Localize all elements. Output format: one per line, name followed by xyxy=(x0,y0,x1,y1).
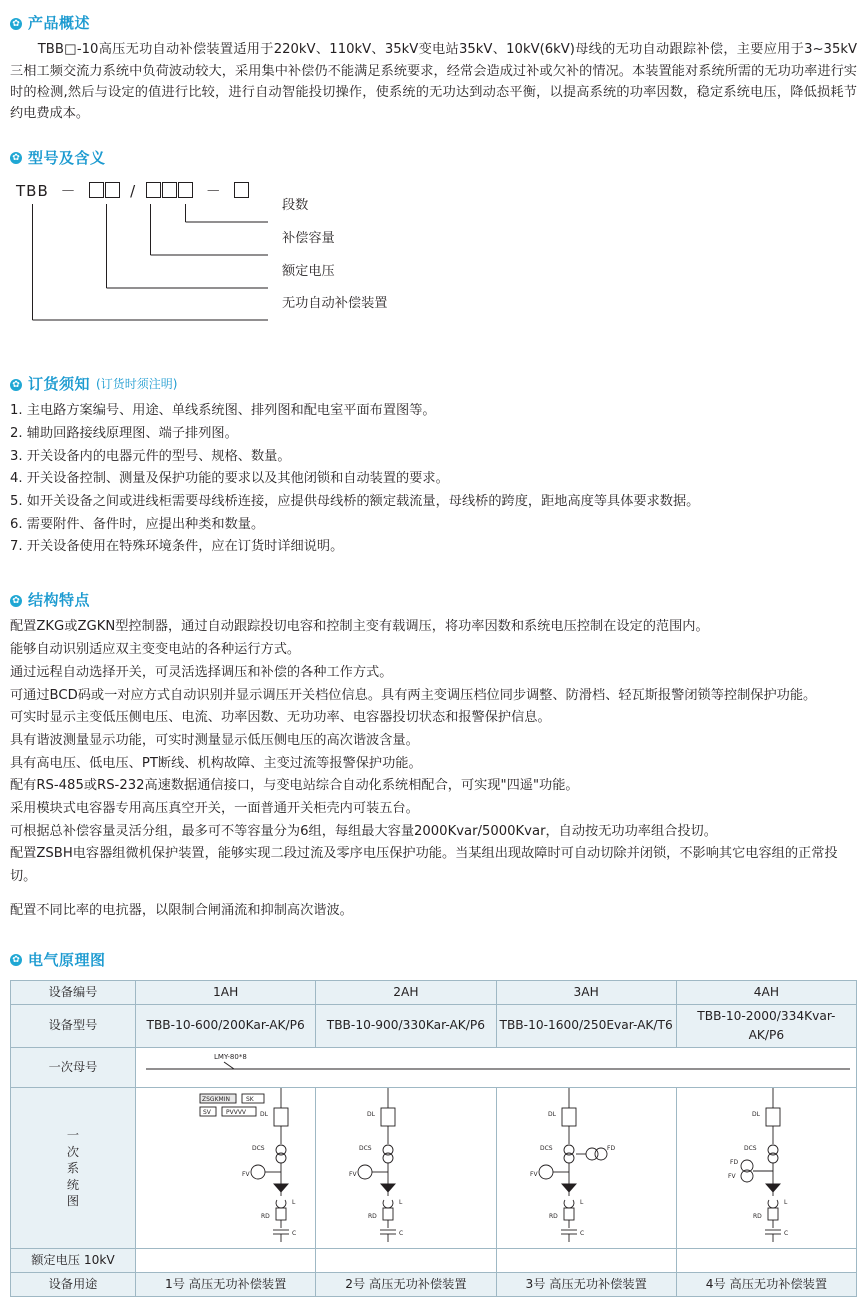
busbar-diagram-cell xyxy=(136,1047,857,1088)
sysdiag-char-3: 统 xyxy=(66,1177,80,1192)
section-header-overview xyxy=(10,12,857,35)
list-item: 4. 开关设备控制、测量及保护功能的要求以及其他闭锁和自动装置的要求。 xyxy=(10,471,449,487)
cell-usage-4: 4号 高压无功补偿装置 xyxy=(676,1273,856,1297)
model-code-slash: / xyxy=(130,182,137,200)
cell-device-model-4: TBB-10-2000/334Kvar-AK/P6 xyxy=(676,1004,856,1047)
section-title-model: 型号及含义 xyxy=(28,148,106,167)
svg-text:DL: DL xyxy=(547,1111,556,1119)
feature-item: 采用模块式电容器专用高压真空开关，一面普通开关柜壳内可装五台。 xyxy=(10,801,419,817)
list-item: 6. 需要附件、备件时，应提出种类和数量。 xyxy=(10,516,265,532)
list-item: 1. 主电路方案编号、用途、单线系统图、排列图和配电室平面布置图等。 xyxy=(10,403,436,419)
diagram-cell-3 xyxy=(496,1088,676,1249)
svg-text:FD: FD xyxy=(729,1159,738,1167)
svg-text:DCS: DCS xyxy=(359,1145,372,1153)
svg-text:FV: FV xyxy=(349,1171,357,1179)
structure-feature-list xyxy=(10,616,857,922)
model-designation-diagram xyxy=(10,180,857,355)
diagram-cell-1 xyxy=(136,1088,316,1249)
svg-text:RD: RD xyxy=(752,1213,762,1221)
feature-item: 具有高电压、低电压、PT断线、机构故障、主变过流等报警保护功能。 xyxy=(10,755,422,771)
cell-device-no-2: 2AH xyxy=(316,980,496,1004)
section-header-model xyxy=(10,147,857,170)
svg-text:FV: FV xyxy=(727,1173,736,1181)
svg-text:DL: DL xyxy=(260,1111,268,1119)
section-header-order xyxy=(10,373,857,396)
feature-item: 可实时显示主变低压侧电压、电流、功率因数、无功功率、电容器投切状态和报警保护信息。 xyxy=(10,710,551,726)
single-line-diagram-2 xyxy=(316,1088,496,1248)
busbar-line xyxy=(136,1048,860,1082)
sysdiag-char-2: 系 xyxy=(66,1161,80,1176)
svg-text:RD: RD xyxy=(548,1213,558,1221)
svg-text:FV: FV xyxy=(242,1171,250,1179)
svg-text:DL: DL xyxy=(751,1111,760,1119)
table-row-device-no xyxy=(11,980,857,1004)
list-item: 7. 开关设备使用在特殊环境条件，应在订货时详细说明。 xyxy=(10,539,344,555)
table-row-device-model xyxy=(11,1004,857,1047)
svg-text:C: C xyxy=(292,1230,297,1238)
diagram-cell-2 xyxy=(316,1088,496,1249)
table-row-usage xyxy=(11,1273,857,1297)
section-title-structure: 结构特点 xyxy=(28,591,91,610)
sysdiag-char-4: 图 xyxy=(66,1194,80,1209)
svg-text:DCS: DCS xyxy=(252,1145,265,1153)
svg-text:L: L xyxy=(783,1199,788,1207)
sysdiag-char-0: 一 xyxy=(66,1128,80,1143)
flower-icon: ✿ xyxy=(10,379,22,391)
feature-item: 配置ZKG或ZGKN型控制器，通过自动跟踪投切电容和控制主变有载调压，将功率因数和系统电压控制在设定的范围内。 xyxy=(10,619,709,635)
section-header-schematic xyxy=(10,949,857,972)
feature-item: 可通过BCD码或一对应方式自动识别并显示调压开关档位信息。具有两主变调压档位同步调整、防滑档、轻瓦斯报警闭锁等控制保护功能。 xyxy=(10,687,817,703)
table-row-busbar xyxy=(11,1047,857,1088)
feature-item: 通过远程自动选择开关，可灵活选择调压和补偿的各种工作方式。 xyxy=(10,664,393,680)
svg-text:PVVVV: PVVVV xyxy=(226,1109,247,1117)
model-leader-lines xyxy=(10,198,300,358)
cell-device-model-1: TBB-10-600/200Kar-AK/P6 xyxy=(136,1004,316,1047)
section-title-overview: 产品概述 xyxy=(28,14,91,32)
svg-text:C: C xyxy=(399,1230,404,1238)
model-box xyxy=(105,182,120,198)
model-code-dash2: － xyxy=(205,182,222,200)
model-box xyxy=(146,182,161,198)
diagram-cell-4 xyxy=(676,1088,856,1249)
list-item: 3. 开关设备内的电器元件的型号、规格、数量。 xyxy=(10,448,291,464)
model-label-3: 无功自动补偿装置 xyxy=(282,296,388,311)
flower-icon: ✿ xyxy=(10,152,22,164)
svg-text:FD: FD xyxy=(606,1145,615,1153)
schematic-table-wrapper xyxy=(10,980,857,1297)
svg-text:DL: DL xyxy=(367,1111,376,1119)
table-row-system-diagram xyxy=(11,1088,857,1249)
schematic-table xyxy=(10,980,857,1297)
sysdiag-char-1: 次 xyxy=(66,1144,80,1159)
single-line-diagram-3 xyxy=(497,1088,677,1248)
section-subtitle-order: (订货时须注明) xyxy=(96,377,178,392)
row-header-usage: 设备用途 xyxy=(11,1273,136,1297)
svg-text:C: C xyxy=(783,1230,788,1238)
model-code-dash1: － xyxy=(60,182,77,200)
row-header-busbar: 一次母号 xyxy=(11,1047,136,1088)
cell-usage-3: 3号 高压无功补偿装置 xyxy=(496,1273,676,1297)
svg-text:DCS: DCS xyxy=(539,1145,553,1153)
cell-rated-voltage-4 xyxy=(676,1249,856,1273)
order-requirements-list xyxy=(10,400,857,559)
feature-item: 能够自动识别适应双主变变电站的各种运行方式。 xyxy=(10,642,301,658)
cell-rated-voltage-1 xyxy=(136,1249,316,1273)
svg-text:C: C xyxy=(579,1230,584,1238)
svg-text:SK: SK xyxy=(246,1096,254,1104)
cell-rated-voltage-3 xyxy=(496,1249,676,1273)
feature-item: 具有谐波测量显示功能，可实时测量显示低压侧电压的高次谐波含量。 xyxy=(10,732,419,748)
svg-text:L: L xyxy=(579,1199,583,1207)
overview-paragraph: TBB□-10高压无功自动补偿装置适用于220kV、110kV、35kV变电站35kV、10kV(6kV)母线的无功自动跟踪补偿，主要应用于3~35kV三相工频交流力系统中负荷波动较大，采用集中补偿仍不能满足系统要求，经常会造成过补或欠补的情况。本装置能对系统所需的无功功率进行实时的检测,然后与设定的值进行比较，进行自动智能投切操作，使系统的无功达到动态平衡，以提高系统的功率因数，稳定系统电压，降低损耗节约电费成本。 xyxy=(10,42,857,122)
model-label-2: 额定电压 xyxy=(282,264,335,279)
svg-text:L: L xyxy=(292,1199,296,1207)
cell-device-model-3: TBB-10-1600/250Evar-AK/T6 xyxy=(496,1004,676,1047)
model-code-prefix: TBB xyxy=(16,182,49,200)
row-header-rated-voltage: 额定电压 10kV xyxy=(11,1249,136,1273)
single-line-diagram-1 xyxy=(136,1088,316,1248)
model-box xyxy=(162,182,177,198)
row-header-device-no: 设备编号 xyxy=(11,980,136,1004)
feature-item: 配置ZSBH电容器组微机保护装置，能够实现二段过流及零序电压保护功能。当某组出现故障时可自动切除并闭锁，不影响其它电容组的正常投切。 xyxy=(10,846,838,885)
cell-device-no-1: 1AH xyxy=(136,980,316,1004)
svg-text:LMY-80*8: LMY-80*8 xyxy=(214,1052,247,1061)
svg-text:SV: SV xyxy=(203,1109,211,1117)
feature-item: 配有RS-485或RS-232高速数据通信接口，与变电站综合自动化系统相配合，可实现"四遥"功能。 xyxy=(10,778,579,794)
flower-icon: ✿ xyxy=(10,18,22,30)
row-header-device-model: 设备型号 xyxy=(11,1004,136,1047)
cell-device-no-4: 4AH xyxy=(676,980,856,1004)
list-item: 2. 辅助回路接线原理图、端子排列图。 xyxy=(10,425,238,441)
section-header-structure xyxy=(10,589,857,612)
feature-item: 可根据总补偿容量灵活分组，最多可不等容量分为6组，每组最大容量2000Kvar/5000Kvar，自动按无功功率组合投切。 xyxy=(10,823,717,839)
section-title-schematic: 电气原理图 xyxy=(28,950,106,969)
model-box xyxy=(234,182,249,198)
feature-item: 配置不同比率的电抗器，以限制合闸涌流和抑制高次谐波。 xyxy=(10,902,353,918)
svg-text:FV: FV xyxy=(529,1171,538,1179)
model-label-0: 段数 xyxy=(282,198,309,213)
cell-device-no-3: 3AH xyxy=(496,980,676,1004)
model-box xyxy=(178,182,193,198)
section-title-order: 订货须知 xyxy=(28,375,91,393)
svg-text:ZSGKMIN: ZSGKMIN xyxy=(202,1096,230,1104)
row-header-system-diagram xyxy=(11,1088,136,1249)
flower-icon: ✿ xyxy=(10,595,22,607)
model-box xyxy=(89,182,104,198)
table-row-rated-voltage xyxy=(11,1249,857,1273)
cell-device-model-2: TBB-10-900/330Kar-AK/P6 xyxy=(316,1004,496,1047)
single-line-diagram-4 xyxy=(677,1088,857,1248)
model-label-1: 补偿容量 xyxy=(282,231,335,246)
cell-rated-voltage-2 xyxy=(316,1249,496,1273)
svg-text:DCS: DCS xyxy=(743,1145,757,1153)
list-item: 5. 如开关设备之间或进线柜需要母线桥连接，应提供母线桥的额定载流量，母线桥的跨度，距地高度等具体要求数据。 xyxy=(10,494,700,510)
svg-text:L: L xyxy=(399,1199,403,1207)
svg-text:RD: RD xyxy=(261,1213,270,1221)
svg-text:RD: RD xyxy=(368,1213,378,1221)
flower-icon: ✿ xyxy=(10,954,22,966)
cell-usage-1: 1号 高压无功补偿装置 xyxy=(136,1273,316,1297)
cell-usage-2: 2号 高压无功补偿装置 xyxy=(316,1273,496,1297)
